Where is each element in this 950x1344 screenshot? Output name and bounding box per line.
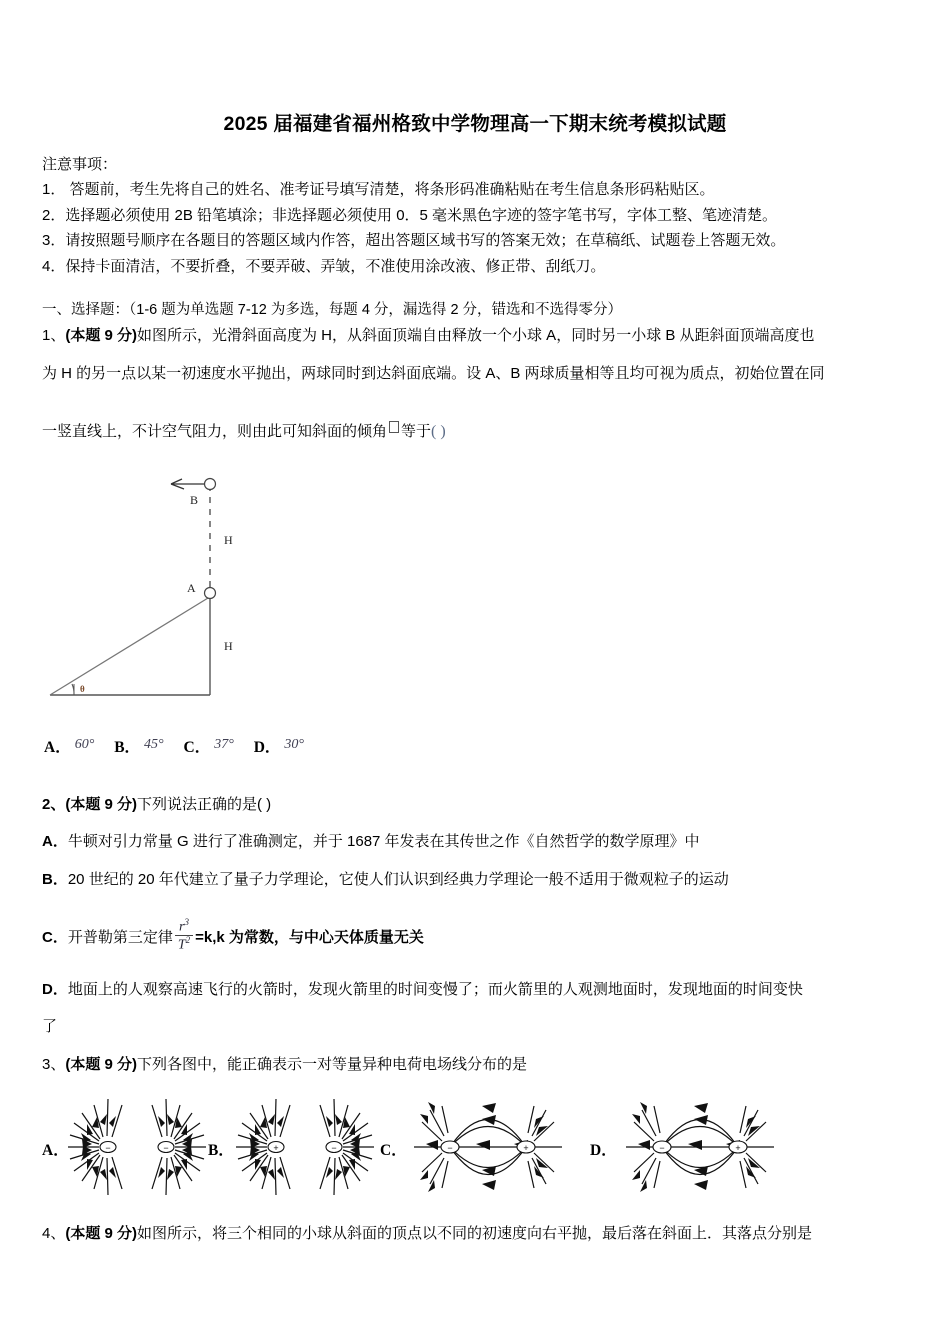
- question-2-option-c[interactable]: [42, 917, 424, 956]
- ball-a-label: A: [187, 581, 196, 595]
- question-2-option-b-text: 20 世纪的 20 年代建立了量子力学理论，它使人们认识到经典力学理论一般不适用于微观粒子的运动: [67, 871, 729, 888]
- charge-sign-left: +: [273, 1143, 279, 1153]
- question-2-option-c-text-after: =k,k 为常数，与中心天体质量无关: [195, 928, 424, 946]
- question-1-option-b[interactable]: [114, 735, 169, 757]
- question-2-option-c-letter: C．: [42, 928, 68, 946]
- charge-sign-left: −: [105, 1143, 111, 1153]
- question-1-text-3: 一竖直线上，不计空气阻力，则由此可知斜面的倾角: [42, 423, 388, 440]
- question-3-option-a-letter: A．: [42, 1142, 69, 1159]
- charge-sign-left: −: [447, 1143, 453, 1153]
- question-2-stem: [42, 793, 271, 814]
- question-1-number: 1、: [42, 327, 66, 344]
- question-2-option-a[interactable]: [42, 830, 700, 851]
- question-3-field-line-figures: [42, 1092, 922, 1204]
- question-2-option-a-letter: A．: [42, 833, 68, 850]
- question-1-points: (本题 9 分): [65, 327, 138, 344]
- question-4-points: (本题 9 分): [65, 1225, 138, 1242]
- question-2-option-d-text: 地面上的人观察高速飞行的火箭时，发现火箭里的时间变慢了；而火箭里的人观测地面时，发现地面的时间变快: [67, 981, 803, 998]
- question-4-text: 如图所示，将三个相同的小球从斜面的顶点以不同的初速度向右平抛，最后落在斜面上．其落点分别是: [137, 1225, 813, 1242]
- question-2-option-d-wrap: 了: [42, 1018, 58, 1035]
- question-3-option-c-letter: C．: [380, 1142, 407, 1159]
- question-2-option-b-letter: B．: [42, 871, 68, 888]
- notice-block: [42, 152, 908, 279]
- question-4-stem: [42, 1222, 812, 1243]
- charge-sign-right: −: [331, 1143, 337, 1153]
- question-3-number: 3、: [42, 1056, 66, 1073]
- charge-sign-right: +: [523, 1143, 529, 1153]
- height-lower-label: H: [224, 639, 233, 653]
- fraction-numerator-exponent: 3: [184, 917, 189, 927]
- option-d-letter: D．: [253, 739, 281, 756]
- page-title: 2025 届福建省福州格致中学物理高一下期末统考模拟试题: [223, 113, 727, 135]
- question-3-option-c-diagram: [408, 1092, 568, 1202]
- question-4-number: 4、: [42, 1225, 66, 1242]
- question-3-option-a-diagram: [68, 1092, 208, 1202]
- option-b-value: 45°: [144, 737, 164, 752]
- question-1-incline-figure: [44, 462, 344, 712]
- option-a-letter: A．: [44, 739, 71, 756]
- question-3-stem: [42, 1053, 527, 1074]
- question-1-answer-blank: ( ): [431, 423, 446, 440]
- question-1-option-d[interactable]: [254, 735, 310, 757]
- ball-b-label: B: [190, 493, 199, 507]
- option-c-value: 37°: [214, 737, 234, 752]
- notice-item-3: 3．请按照题号顺序在各题目的答题区域内作答，超出答题区域书写的答案无效；在草稿纸、试题卷上答题无效。: [42, 232, 786, 249]
- question-1-text-1: 如图所示，光滑斜面高度为 H，从斜面顶端自由释放一个小球 A，同时另一小球 B 从距斜面顶端高度也: [137, 327, 815, 344]
- section-heading-choice: 一、选择题：（1-6 题为单选题 7-12 为多选，每题 4 分，漏选得 2 分，错选和不选得零分）: [42, 302, 623, 318]
- charge-sign-right: −: [163, 1143, 169, 1153]
- question-3-points: (本题 9 分): [65, 1056, 138, 1073]
- theta-missing-glyph-icon: [389, 421, 399, 433]
- fraction-numerator: r: [179, 919, 185, 935]
- question-3-option-b-diagram: [236, 1092, 376, 1202]
- notice-heading: 注意事项：: [42, 156, 118, 173]
- question-2-option-c-text-before: 开普勒第三定律: [67, 928, 173, 946]
- question-1-option-c[interactable]: [184, 735, 240, 757]
- angle-theta-label: θ: [80, 684, 85, 694]
- question-3-option-b-letter: B．: [208, 1142, 234, 1159]
- question-1-option-a[interactable]: [44, 735, 100, 757]
- question-3-option-d-letter: D．: [590, 1142, 617, 1159]
- question-2-option-d[interactable]: [42, 978, 803, 999]
- question-1-line-3: [42, 420, 922, 441]
- fraction-denominator-exponent: 2: [185, 935, 191, 946]
- question-2-option-a-text: 牛顿对引力常量 G 进行了准确测定，并于 1687 年发表在其传世之作《自然哲学的数学原理》中: [67, 833, 700, 850]
- question-3-option-d-diagram: [620, 1092, 780, 1202]
- notice-item-4: 4．保持卡面清洁，不要折叠，不要弄破、弄皱，不准使用涂改液、修正带、刮纸刀。: [42, 257, 606, 275]
- question-1-text-3-tail: 等于: [401, 423, 432, 440]
- notice-item-2: 2．选择题必须使用 2B 铅笔填涂；非选择题必须使用 0．5 毫米黑色字迹的签字笔书写，字体工整、笔迹清楚。: [42, 206, 778, 224]
- option-a-value: 60°: [74, 737, 95, 752]
- question-2-option-b[interactable]: [42, 868, 729, 889]
- fraction-denominator: T: [177, 938, 186, 953]
- option-d-value: 30°: [284, 737, 305, 752]
- question-2-text: 下列说法正确的是( ): [137, 796, 272, 813]
- question-2-number: 2、: [42, 796, 66, 813]
- question-1-options: [44, 735, 544, 757]
- question-1-line-2: 为 H 的另一点以某一初速度水平抛出，两球同时到达斜面底端。设 A、B 两球质量相等且均可视为质点，初始位置在同: [42, 365, 825, 382]
- kepler-third-law-fraction: [175, 918, 193, 954]
- question-2-option-d-letter: D．: [42, 981, 68, 998]
- option-c-letter: C．: [183, 739, 211, 756]
- question-3-text: 下列各图中，能正确表示一对等量异种电荷电场线分布的是: [137, 1056, 528, 1073]
- option-b-letter: B．: [114, 739, 141, 756]
- charge-sign-left: −: [659, 1143, 665, 1153]
- notice-item-1: 1． 答题前，考生先将自己的姓名、准考证号填写清楚，将条形码准确粘贴在考生信息条形码粘贴区。: [42, 181, 715, 198]
- height-upper-label: H: [224, 533, 233, 547]
- question-1-line-1: [42, 324, 922, 345]
- charge-sign-right: +: [735, 1143, 741, 1153]
- question-2-points: (本题 9 分): [65, 796, 138, 813]
